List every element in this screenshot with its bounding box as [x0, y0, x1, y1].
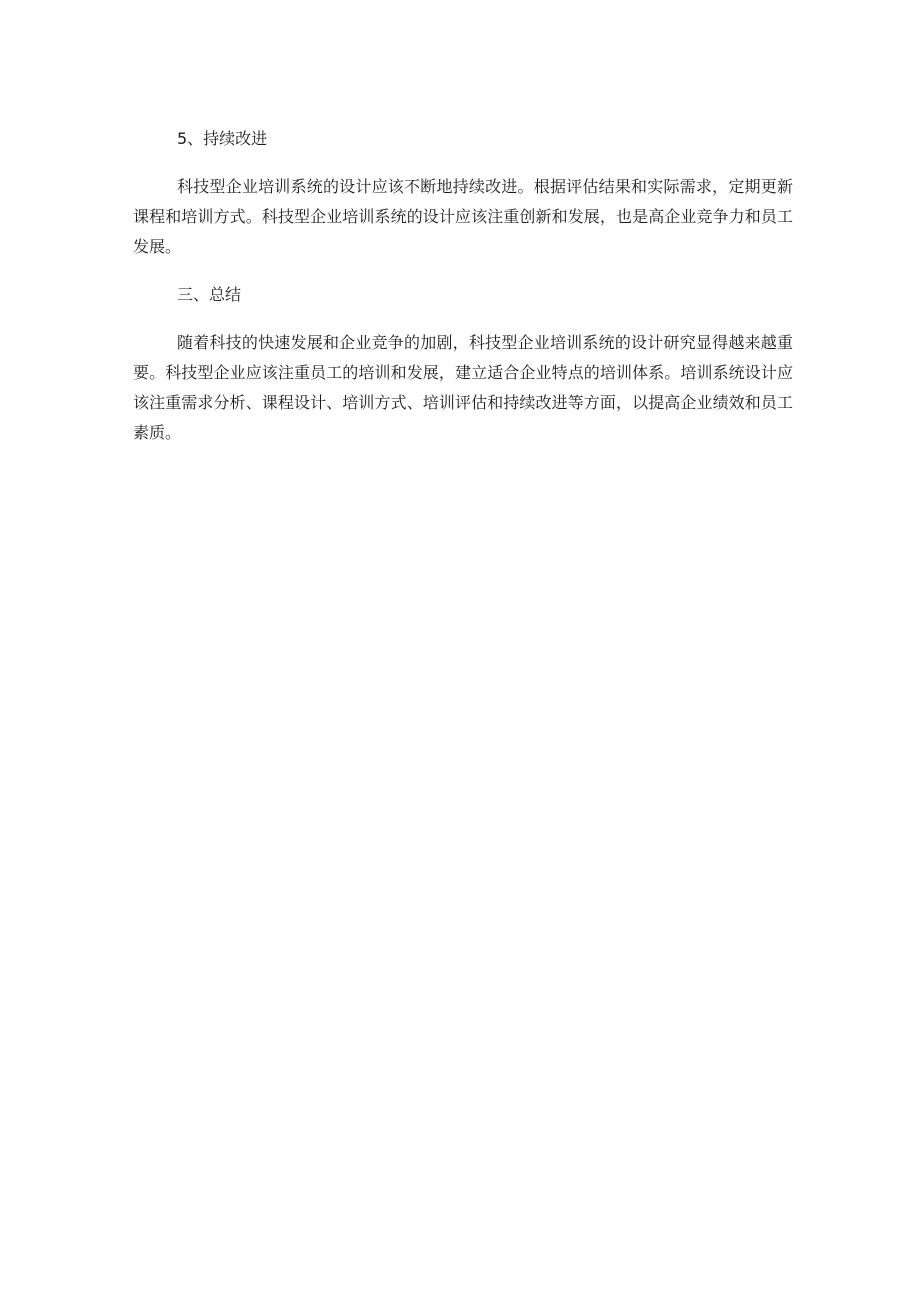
section-heading-summary: 三、总结: [177, 285, 242, 304]
paragraph-continuous-improvement: 科技型企业培训系统的设计应该不断地持续改进。根据评估结果和实际需求，定期更新课程和培训方式。科技型企业培训系统的设计应该注重创新和发展，也是高企业竞争力和员工发展。: [133, 177, 793, 256]
document-body: [133, 124, 793, 448]
section-heading-continuous-improvement: 5、持续改进: [177, 129, 268, 148]
paragraph-summary: 随着科技的快速发展和企业竞争的加剧，科技型企业培训系统的设计研究显得越来越重要。科技型企业应该注重员工的培训和发展，建立适合企业特点的培训体系。培训系统设计应该注重需求分析、课程设计、培训方式、培训评估和持续改进等方面，以提高企业绩效和员工素质。: [133, 333, 793, 442]
